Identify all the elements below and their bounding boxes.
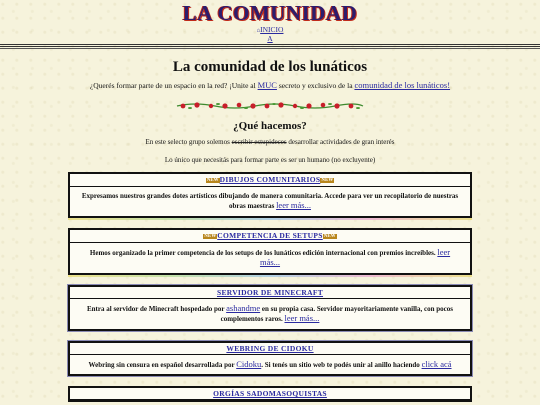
card-body bbox=[70, 299, 470, 329]
activities-text-before: En este selecto grupo solemos bbox=[145, 138, 232, 146]
new-badge: NEW bbox=[206, 177, 219, 183]
card-body-text: . Si tenés un sitio web te podés unir al anillo haciendo bbox=[261, 360, 422, 369]
card-body-text: en su propia casa. Servidor mayoritariamente vanilla, con pocos complementos raros. bbox=[220, 304, 453, 324]
nav-bar bbox=[0, 26, 540, 43]
rainbow-stripe bbox=[68, 218, 472, 220]
section-title: ¿Qué hacemos? bbox=[233, 120, 307, 132]
cidoku-link[interactable]: Cidoku bbox=[236, 358, 262, 369]
card-dibujos bbox=[68, 172, 472, 218]
card-body-text: Webring sin censura en español desarrollada por bbox=[88, 360, 237, 369]
card-title-link[interactable]: DIBUJOS COMUNITARIOS bbox=[219, 175, 321, 184]
requirement-text: Lo único que necesitás para formar parte es ser un humano (no excluyente) bbox=[164, 156, 376, 164]
card-body bbox=[70, 243, 470, 273]
home-icon[interactable]: ⌂ bbox=[256, 28, 261, 34]
muc-link[interactable]: MUC bbox=[257, 80, 277, 90]
read-more-link[interactable]: leer más... bbox=[284, 313, 320, 324]
card-title bbox=[70, 343, 470, 355]
card-body bbox=[70, 187, 470, 216]
read-more-link[interactable]: leer más... bbox=[259, 246, 451, 268]
intro-text bbox=[0, 80, 540, 90]
rose-garland-divider bbox=[0, 98, 540, 108]
card-body-text: Hemos organizado la primer competencia de los setups de los lunáticos edición internacional con premios increíbles. bbox=[89, 248, 438, 257]
card-orgias bbox=[68, 386, 472, 402]
card-title-link[interactable]: SERVIDOR DE MINECRAFT bbox=[216, 287, 324, 297]
card-body bbox=[70, 355, 470, 375]
struck-text: escribir estupideces bbox=[231, 138, 287, 146]
card-body-text: Expresamos nuestros grandes dotes artísticos dibujando de manera comunitaria. Accede para ver un recopilatorio de nuestras obras maestras bbox=[81, 191, 459, 211]
new-badge: NEW bbox=[321, 177, 334, 183]
rose-garland-icon bbox=[175, 101, 365, 111]
card-title bbox=[70, 230, 470, 243]
card-title-link[interactable]: ORGÍAS SADOMASOQUISTAS bbox=[213, 389, 327, 399]
rainbow-stripe bbox=[68, 275, 472, 277]
click-here-link[interactable]: click acá bbox=[421, 358, 452, 369]
card-title bbox=[70, 174, 470, 187]
card-webring bbox=[68, 341, 472, 377]
card-title bbox=[70, 388, 470, 400]
intro-text-before: ¿Querés formar parte de un espacio en la red? ¡Unite al bbox=[89, 81, 258, 90]
card-title-link[interactable]: WEBRING DE CIDOKU bbox=[226, 343, 314, 353]
site-logo[interactable]: LA COMUNIDAD bbox=[182, 1, 358, 25]
read-more-link[interactable]: leer más... bbox=[276, 200, 311, 211]
nav-link-inicio[interactable]: INICIO bbox=[260, 25, 284, 34]
activities-text-after: desarrollar actividades de gran interés bbox=[286, 138, 395, 146]
page-title: La comunidad de los lunáticos bbox=[172, 59, 368, 75]
card-body-text: Entra al servidor de Minecraft hospedado por bbox=[87, 304, 227, 313]
nav-link-a[interactable]: A bbox=[267, 34, 273, 43]
new-badge: NEW bbox=[204, 233, 217, 239]
community-link[interactable]: comunidad de los lunáticos! bbox=[354, 80, 451, 90]
header-divider-thin bbox=[0, 48, 540, 49]
card-minecraft bbox=[68, 285, 472, 331]
new-badge: NEW bbox=[323, 233, 336, 239]
activities-text bbox=[0, 136, 540, 148]
site-header bbox=[0, 0, 540, 43]
card-title bbox=[70, 287, 470, 299]
header-divider bbox=[0, 44, 540, 47]
card-setups bbox=[68, 228, 472, 275]
intro-text-middle: secreto y exclusivo de la bbox=[276, 81, 355, 90]
ashandme-link[interactable]: ashandme bbox=[226, 302, 261, 313]
card-title-link[interactable]: COMPETENCIA DE SETUPS bbox=[217, 230, 323, 240]
